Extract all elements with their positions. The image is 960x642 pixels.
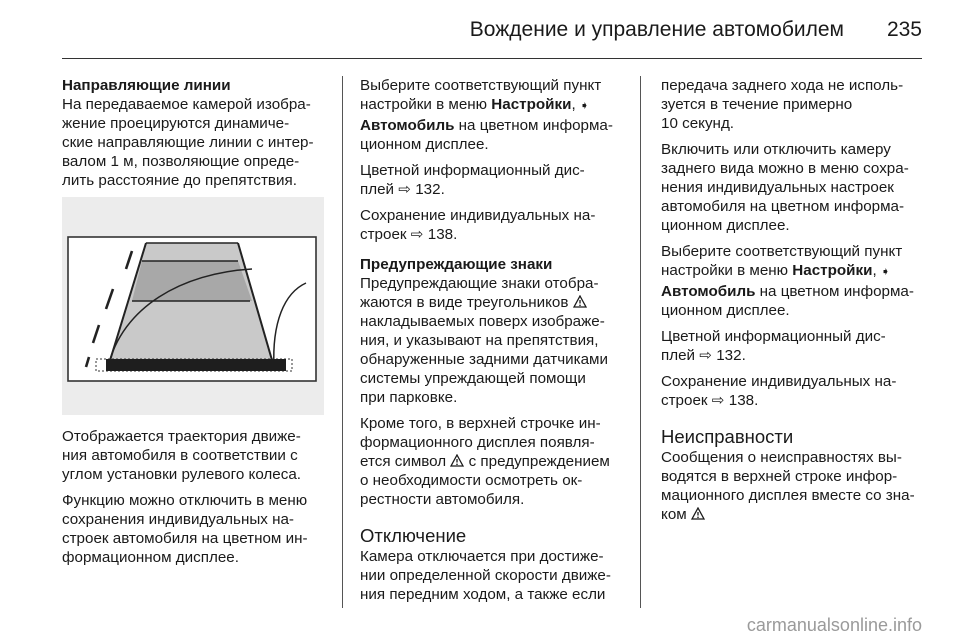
arrow-right-icon: ➧ [880, 266, 891, 278]
paragraph-settings-ref: Сохранение индивидуальных на- строек ⇨ 138. [360, 207, 596, 243]
paragraph-trajectory: Отображается траектория движе- ния автомобиля в соответствии с углом установки рулевого колеса. [62, 428, 301, 483]
menu-vehicle: Автомобиль [661, 283, 756, 300]
header-title: Вождение и управление автомобилем [469, 18, 844, 41]
column-divider-2 [640, 76, 641, 608]
heading-deactivation: Отключение [360, 525, 467, 546]
page-reference-link[interactable]: 132. [415, 181, 445, 198]
page-reference-link[interactable]: 138. [728, 392, 759, 409]
paragraph-select-menu: Выберите соответствующий пункт настройки в меню Настройки, ➧ Автомобиль на цветном информа- ционном дисплее. [360, 77, 613, 153]
warning-triangle-icon [450, 454, 464, 467]
paragraph-settings-ref-2: Сохранение индивидуальных на- строек ⇨ 138. [661, 373, 897, 409]
paragraph-disable: Функцию можно отключить в меню сохранения индивидуальных на- строек автомобиля на цветном ин- формационном дисплее. [62, 492, 308, 566]
paragraph-warning-signs: Предупреждающие знаки отобра- жаются в виде треугольников накладываемых поверх изображе- ния, и указывают на препятствия, обнаруженные задними датчиками системы упреждающей помощи при парковке. [360, 275, 608, 406]
warning-triangle-icon [691, 507, 705, 520]
paragraph-faults: Сообщения о неисправностях вы- водятся в верхней строке инфор- мационного дисплея вместе со зна- ком [661, 449, 915, 523]
page-reference-icon: ⇨ [398, 181, 411, 198]
paragraph-deactivation-cont: передача заднего хода не исполь- зуется в течение примерно 10 секунд. [661, 77, 904, 132]
camera-guidelines-figure [62, 197, 324, 415]
paragraph-top-line-symbol: Кроме того, в верхней строчке ин- формационного дисплея появля- ется символ с предупреждением о необходимости осмотреть ок- рестности автомобиля. [360, 415, 610, 508]
column-3 [661, 76, 927, 524]
paragraph-select-menu-2: Выберите соответствующий пункт настройки в меню Настройки, ➧ Автомобиль на цветном информа- ционном дисплее. [661, 243, 914, 319]
paragraph-guide-lines: На передаваемое камерой изобра- жение проецируются динамиче- ские направляющие линии с интер- валом 1 м, позволяющие опреде- лить расстояние до препятствия. [62, 96, 314, 189]
menu-settings: Настройки [491, 96, 572, 113]
paragraph-display-ref: Цветной информационный дис- плей ⇨ 132. [360, 162, 585, 198]
column-divider-1 [342, 76, 343, 608]
heading-guide-lines: Направляющие линии [62, 77, 231, 94]
header-rule [62, 58, 922, 59]
menu-settings: Настройки [792, 262, 873, 279]
page-reference-link[interactable]: 138. [427, 226, 458, 243]
paragraph-deactivation: Камера отключается при достиже- нии определенной скорости движе- ния передним ходом, а также если [360, 548, 611, 603]
warning-triangle-icon [573, 295, 587, 308]
heading-faults: Неисправности [661, 426, 794, 447]
page-reference-icon: ⇨ [699, 347, 712, 364]
watermark: carmanualsonline.info [746, 615, 922, 635]
arrow-right-icon: ➧ [579, 100, 590, 112]
page-reference-link[interactable]: 132. [716, 347, 746, 364]
page-reference-icon: ⇨ [410, 226, 424, 243]
paragraph-display-ref-2: Цветной информационный дис- плей ⇨ 132. [661, 328, 886, 364]
column-2 [360, 76, 624, 604]
column-1 [62, 76, 324, 574]
page-reference-icon: ⇨ [711, 392, 725, 409]
menu-vehicle: Автомобиль [360, 117, 455, 134]
paragraph-enable-camera: Включить или отключить камеру заднего вида можно в меню сохра- нения индивидуальных настроек автомобиля на цветном информа- ционном дисплее. [661, 141, 909, 234]
heading-warning-signs: Предупреждающие знаки [360, 256, 553, 273]
page-number: 235 [886, 18, 922, 41]
